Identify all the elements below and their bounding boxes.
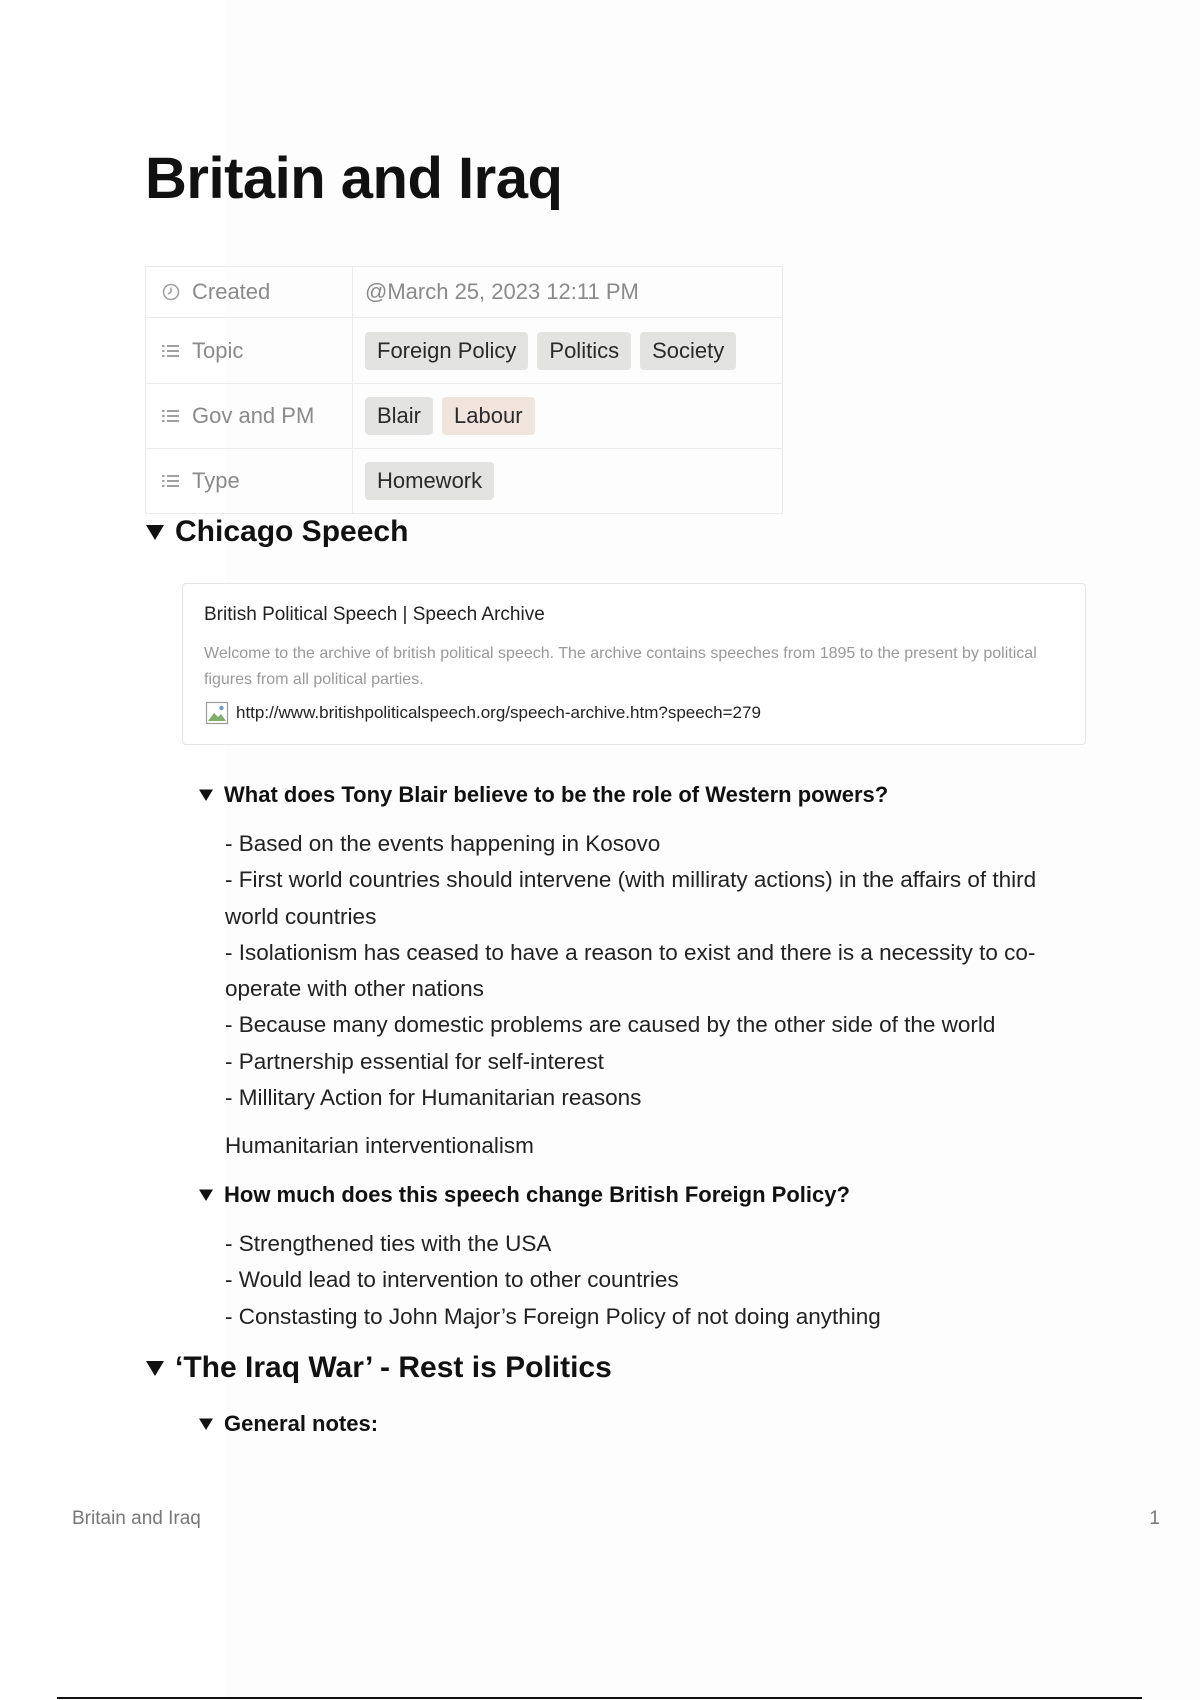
bookmark-card[interactable] <box>182 583 1086 745</box>
broken-image-icon <box>204 701 230 725</box>
bottom-divider <box>57 1697 1142 1699</box>
clock-icon <box>160 282 182 302</box>
q2-answer-block <box>225 1226 1085 1335</box>
property-label-gov-pm: Gov and PM <box>192 403 315 428</box>
created-date-value[interactable]: @March 25, 2023 12:11 PM <box>365 279 639 304</box>
list-item: - Isolationism has ceased to have a reason to exist and there is a necessity to co-operate with other nations <box>225 939 1036 1002</box>
property-row-topic <box>146 318 783 384</box>
toggle-heading-chicago-speech[interactable] <box>145 515 408 549</box>
property-label-type: Type <box>192 468 240 493</box>
footer-title: Britain and Iraq <box>72 1508 201 1529</box>
toggle-heading-western-powers[interactable] <box>198 782 888 808</box>
triangle-down-icon[interactable] <box>145 1351 165 1385</box>
property-row-created <box>146 267 783 318</box>
property-label-topic: Topic <box>192 337 244 363</box>
list-icon <box>160 342 182 360</box>
triangle-down-icon[interactable] <box>198 1411 214 1437</box>
property-row-gov-pm <box>146 384 783 449</box>
footer-page-number: 1 <box>1149 1508 1160 1529</box>
tag-labour[interactable]: Labour <box>442 397 535 435</box>
heading-iraq-war: ‘The Iraq War’ - Rest is Politics <box>175 1351 612 1384</box>
tag-politics[interactable]: Politics <box>537 332 631 370</box>
heading-foreign-policy-question: How much does this speech change British Foreign Policy? <box>224 1182 850 1207</box>
properties-table <box>145 266 783 514</box>
tag-society[interactable]: Society <box>640 332 736 370</box>
list-item: - Because many domestic problems are caused by the other side of the world <box>225 1012 996 1038</box>
list-item: - Strengthened ties with the USA <box>225 1231 552 1256</box>
property-label-created: Created <box>192 279 271 304</box>
property-row-type <box>146 449 783 514</box>
toggle-heading-foreign-policy-change[interactable] <box>198 1182 850 1208</box>
triangle-down-icon[interactable] <box>198 1182 214 1208</box>
list-item: - Would lead to intervention to other countries <box>225 1267 679 1293</box>
bookmark-title: British Political Speech | Speech Archive <box>204 604 545 625</box>
list-item: - Based on the events happening in Kosovo <box>225 831 661 856</box>
page-title: Britain and Iraq <box>145 146 563 211</box>
bookmark-link-row[interactable] <box>204 701 761 725</box>
heading-chicago-speech: Chicago Speech <box>175 515 409 548</box>
toggle-heading-general-notes[interactable] <box>198 1411 378 1437</box>
q1-answer-block <box>225 826 1085 1116</box>
list-item: - First world countries should intervene (with milliraty actions) in the affairs of third world countries <box>225 867 1037 929</box>
heading-general-notes: General notes: <box>224 1411 379 1436</box>
triangle-down-icon[interactable] <box>145 515 165 549</box>
heading-western-powers-question: What does Tony Blair believe to be the role of Western powers? <box>224 782 889 807</box>
list-icon <box>160 407 182 425</box>
tag-foreign-policy[interactable]: Foreign Policy <box>365 332 528 370</box>
triangle-down-icon[interactable] <box>198 782 214 808</box>
tag-homework[interactable]: Homework <box>365 462 494 500</box>
list-icon <box>160 472 182 490</box>
list-item: - Millitary Action for Humanitarian reasons <box>225 1085 642 1111</box>
bookmark-url[interactable]: http://www.britishpoliticalspeech.org/speech-archive.htm?speech=279 <box>236 703 761 722</box>
q1-note: Humanitarian interventionalism <box>225 1133 534 1158</box>
tag-blair[interactable]: Blair <box>365 397 433 435</box>
toggle-heading-iraq-war[interactable] <box>145 1351 612 1385</box>
bookmark-description: Welcome to the archive of british political speech. The archive contains speeches from 1895 to the present by political figures from all political parties. <box>204 645 1037 688</box>
list-item: - Constasting to John Major’s Foreign Policy of not doing anything <box>225 1303 881 1329</box>
list-item: - Partnership essential for self-interest <box>225 1048 604 1074</box>
